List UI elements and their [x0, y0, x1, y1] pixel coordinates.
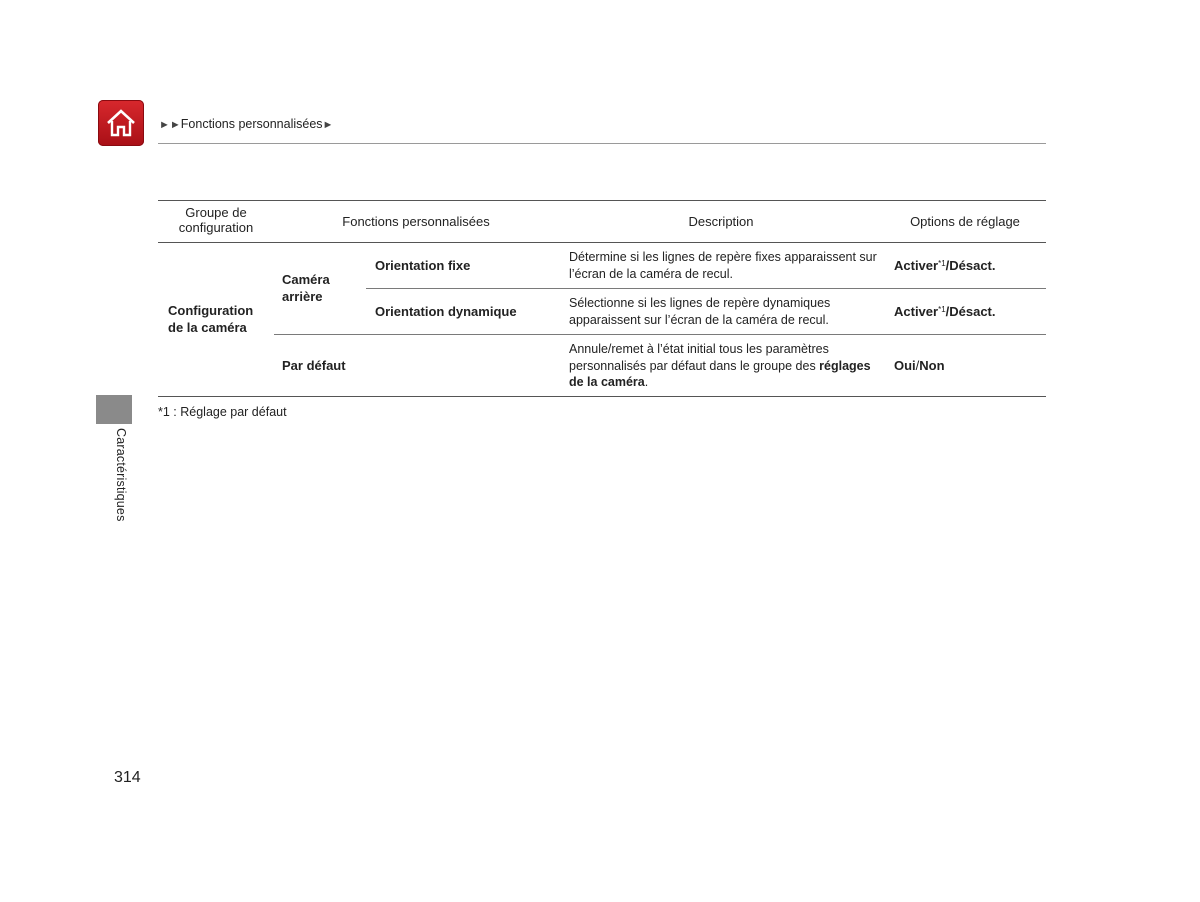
header-description: Description	[688, 214, 754, 229]
header-group: Groupe de configuration	[178, 205, 254, 235]
option-values	[894, 257, 1044, 274]
description-text: Annule/remet à l’état initial tous les paramètres personnalisés par défaut dans le groupe des	[569, 342, 829, 373]
option-alt: /Désact.	[945, 258, 996, 273]
description-emphasis: réglages de la caméra	[569, 358, 871, 389]
section-tab[interactable]	[96, 395, 132, 424]
breadcrumb[interactable]	[159, 117, 333, 131]
home-icon	[105, 107, 137, 139]
header-options: Options de réglage	[910, 214, 1020, 229]
home-button[interactable]	[98, 100, 144, 146]
footnote-mark: *1	[938, 305, 946, 314]
breadcrumb-link[interactable]: Fonctions personnalisées	[180, 117, 323, 131]
option-default: Activer	[894, 304, 939, 319]
option-separator: /	[915, 358, 920, 373]
section-label: Caractéristiques	[114, 428, 128, 522]
option-yes: Oui	[894, 358, 916, 373]
option-no: Non	[919, 358, 945, 373]
description-end: .	[644, 375, 649, 389]
row-divider	[366, 288, 1046, 289]
header-divider	[158, 143, 1046, 144]
function-name: Orientation fixe	[375, 258, 471, 273]
settings-table	[158, 200, 1046, 397]
option-values	[894, 357, 1044, 374]
breadcrumb-arrow-icon: ►	[322, 119, 334, 131]
header-functions: Fonctions personnalisées	[342, 214, 490, 229]
footnote-mark: *1	[938, 259, 946, 268]
option-values	[894, 303, 1044, 320]
breadcrumb-arrows-icon: ►►	[159, 119, 181, 131]
table-header-rule	[158, 242, 1046, 243]
subgroup-name: Caméra arrière	[282, 272, 330, 304]
footnote: *1 : Réglage par défaut	[158, 405, 287, 419]
option-default: Activer	[894, 258, 939, 273]
function-name: Par défaut	[282, 358, 346, 373]
page-number: 314	[114, 769, 141, 786]
function-description: Détermine si les lignes de repère fixes apparaissent sur l’écran de la caméra de recul.	[569, 250, 877, 281]
function-description	[569, 341, 881, 391]
function-name: Orientation dynamique	[375, 304, 517, 319]
table-bottom-rule	[158, 396, 1046, 397]
table-top-rule	[158, 200, 1046, 201]
function-description: Sélectionne si les lignes de repère dynamiques apparaissent sur l’écran de la caméra de recul.	[569, 296, 831, 327]
group-name: Configuration de la caméra	[168, 303, 254, 335]
option-alt: /Désact.	[945, 304, 996, 319]
row-divider	[274, 334, 1046, 335]
